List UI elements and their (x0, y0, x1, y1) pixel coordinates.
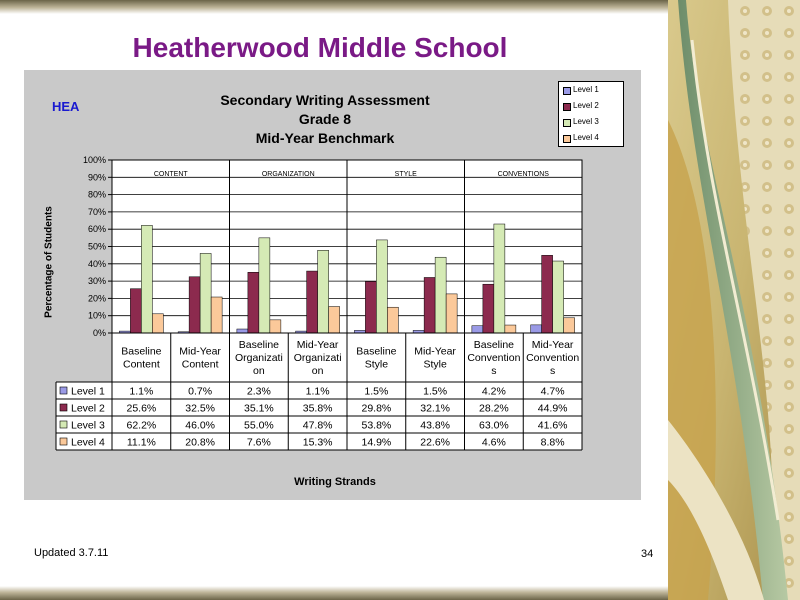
category-label: Convention (467, 352, 521, 364)
bar-level-3 (435, 257, 446, 333)
table-series-label: Level 3 (71, 419, 105, 432)
category-label: Content (122, 358, 160, 371)
data-label: 35.1% (243, 402, 274, 415)
table-swatch-level-3 (60, 421, 67, 428)
data-label: 1.5% (364, 385, 389, 398)
bar-level-2 (365, 281, 376, 333)
bar-level-3 (259, 238, 270, 333)
y-tick-label: 50% (87, 241, 106, 252)
bar-level-2 (130, 289, 141, 333)
group-label: ORGANIZATION (261, 171, 315, 178)
y-axis-label: Percentage of Students (43, 206, 55, 318)
y-tick-label: 60% (87, 224, 106, 235)
page-title: Heatherwood Middle School (132, 32, 508, 63)
group-label: CONVENTIONS (497, 171, 549, 178)
table-series-label: Level 1 (71, 385, 105, 398)
bar-level-3 (376, 240, 387, 333)
category-label: s (550, 365, 556, 377)
data-label: 55.0% (243, 419, 274, 432)
data-label: 41.6% (537, 419, 568, 432)
bar-level-1 (237, 329, 248, 333)
data-label: 4.2% (481, 385, 506, 398)
category-label: Baseline (121, 345, 162, 358)
bar-level-2 (307, 271, 318, 333)
bar-level-4 (564, 318, 575, 333)
data-label: 62.2% (126, 419, 157, 432)
category-label: on (253, 365, 265, 377)
bar-level-3 (200, 253, 211, 333)
y-tick-label: 70% (87, 206, 106, 217)
bar-level-4 (446, 294, 457, 333)
bar-level-4 (211, 297, 222, 333)
category-label: Style (423, 358, 447, 371)
bar-level-4 (329, 307, 340, 333)
category-label: Baseline (473, 339, 515, 351)
table-series-label: Level 4 (71, 436, 105, 449)
data-label: 15.3% (302, 436, 333, 449)
data-label: 28.2% (478, 402, 509, 415)
bar-level-4 (152, 314, 163, 333)
table-swatch-level-1 (60, 387, 67, 394)
bar-level-3 (141, 225, 152, 333)
legend-label-level-3: Level 3 (573, 117, 599, 126)
category-label: Baseline (238, 339, 280, 351)
data-label: 22.6% (420, 436, 451, 449)
data-label: 1.1% (305, 385, 330, 398)
data-label: 63.0% (478, 419, 509, 432)
data-label: 25.6% (126, 402, 157, 415)
category-label: on (311, 365, 324, 377)
bar-level-2 (424, 277, 435, 333)
chart-title-line-3: Mid-Year Benchmark (255, 130, 395, 146)
data-label: 43.8% (420, 419, 451, 432)
table-swatch-level-4 (60, 438, 67, 445)
data-label: 4.7% (540, 385, 565, 398)
y-tick-label: 100% (82, 155, 106, 165)
data-label: 44.9% (537, 402, 568, 415)
data-label: 7.6% (246, 436, 271, 449)
bar-level-3 (553, 261, 564, 333)
y-tick-label: 0% (92, 328, 106, 338)
data-label: 4.6% (481, 436, 506, 449)
category-label: Mid-Year (414, 345, 456, 358)
bar-level-2 (248, 272, 259, 333)
data-label: 29.8% (361, 402, 392, 415)
bar-level-4 (505, 325, 516, 333)
category-label: Content (181, 358, 219, 371)
category-label: Mid-Year (179, 345, 221, 358)
bar-level-2 (542, 255, 553, 333)
data-label: 8.8% (540, 436, 565, 449)
data-label: 47.8% (302, 419, 333, 432)
data-label: 11.1% (126, 436, 156, 449)
category-label: Mid-Year (531, 339, 574, 351)
bar-level-1 (472, 326, 483, 333)
data-label: 1.5% (423, 385, 448, 398)
data-label: 1.1% (129, 385, 154, 398)
group-label: STYLE (394, 171, 417, 178)
school-code: HEA (52, 99, 80, 114)
data-label: 0.7% (188, 385, 213, 398)
page-number: 34 (641, 548, 654, 560)
y-tick-label: 90% (87, 172, 106, 183)
data-label: 14.9% (361, 436, 392, 449)
category-label: Style (364, 358, 389, 371)
bar-level-2 (483, 284, 494, 333)
y-tick-label: 10% (87, 310, 106, 321)
category-label: Organizati (234, 352, 283, 364)
bar-level-4 (387, 307, 398, 333)
x-axis-label: Writing Strands (294, 476, 376, 488)
bar-level-1 (531, 325, 542, 333)
category-label: Mid-Year (296, 339, 339, 351)
chart-title-line-2: Grade 8 (298, 111, 352, 127)
data-label: 20.8% (185, 436, 216, 449)
category-label: Baseline (356, 345, 397, 358)
bar-level-2 (189, 277, 200, 333)
data-label: 32.1% (420, 402, 451, 415)
y-tick-label: 80% (87, 189, 106, 200)
legend-label-level-4: Level 4 (573, 133, 599, 142)
category-label: s (491, 365, 497, 377)
table-series-label: Level 2 (71, 402, 105, 415)
y-tick-label: 30% (87, 276, 106, 287)
data-label: 53.8% (361, 419, 392, 432)
legend-label-level-1: Level 1 (573, 85, 599, 94)
category-label: Organizati (293, 352, 342, 364)
data-label: 2.3% (246, 385, 271, 398)
data-label: 32.5% (185, 402, 216, 415)
legend-label-level-2: Level 2 (573, 101, 599, 110)
bar-level-3 (494, 224, 505, 333)
data-label: 35.8% (302, 402, 333, 415)
category-label: Convention (526, 352, 580, 364)
updated-note: Updated 3.7.11 (34, 547, 109, 559)
table-swatch-level-2 (60, 404, 67, 411)
group-label: CONTENT (153, 171, 188, 178)
y-tick-label: 20% (87, 293, 106, 304)
y-tick-label: 40% (87, 258, 106, 269)
chart-title-line-1: Secondary Writing Assessment (220, 92, 430, 108)
bar-level-4 (270, 320, 281, 333)
bar-level-3 (318, 250, 329, 333)
data-label: 46.0% (185, 419, 216, 432)
